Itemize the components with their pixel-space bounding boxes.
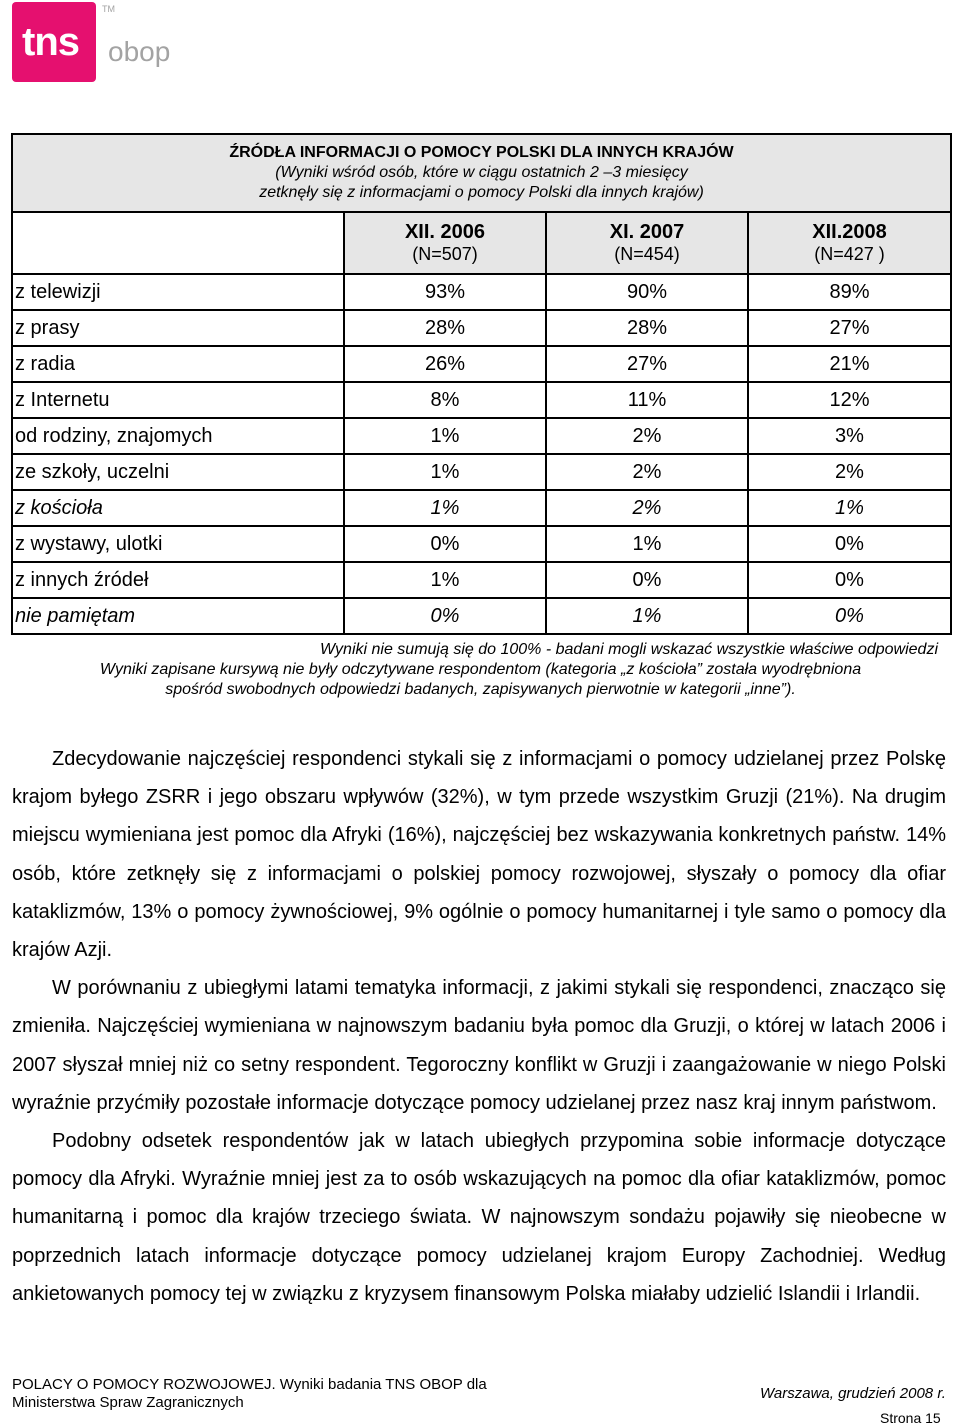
table-subtitle-line1: (Wyniki wśród osób, które w ciągu ostatnich 2 –3 miesięcy [275,164,688,181]
row-label: z innych źródeł [12,562,344,598]
cell-2008: 0% [748,562,951,598]
cell-2008: 1% [748,490,951,526]
table-row [12,526,951,562]
cell-2006: 28% [344,310,546,346]
cell-2008: 89% [748,274,951,310]
column-header-label: XII. 2006 [404,221,486,243]
row-label: z kościoła [12,490,344,526]
table-row [12,382,951,418]
cell-2007: 27% [546,346,748,382]
row-label: z radia [12,346,344,382]
footer-line-2: Ministerstwa Spraw Zagranicznych [12,1394,244,1411]
cell-2007: 1% [546,598,748,634]
cell-2008: 12% [748,382,951,418]
table-row [12,346,951,382]
cell-2006: 1% [344,418,546,454]
cell-2006: 0% [344,598,546,634]
cell-2006: 1% [344,490,546,526]
footer-line-1: POLACY O POMOCY ROZWOJOWEJ. Wyniki badania TNS OBOP dla [12,1376,487,1393]
row-label: ze szkoły, uczelni [12,454,344,490]
logo-obop-text: obop [108,36,171,67]
logo-pink-box [12,2,96,82]
note-line-1: Wyniki nie sumują się do 100% - badani mogli wskazać wszystkie właściwe odpowiedzi [319,641,938,658]
column-header-2008 [748,212,951,274]
table-row [12,562,951,598]
paragraph: Zdecydowanie najczęściej respondenci stykali się z informacjami o pomocy udzielanej przez Polskę krajom byłego ZSRR i jego obszaru wpływów (32%), w tym przede wszystkim Gruzji (21%). Na drugim miejscu wymieniana jest pomoc dla Afryki (16%), najczęściej bez wskazywania konkretnych państw. 14% osób, które zetknęły się z informacjami o polskiej pomocy rozwojowej, słyszały o pomocy dla ofiar kataklizmów, 13% o pomocy żywnościowej, 9% ogólnie o pomocy humanitarnej i tyle samo o pomocy dla krajów Azji. [12,748,946,962]
cell-2008: 27% [748,310,951,346]
table-row [12,490,951,526]
table-title: ŹRÓDŁA INFORMACJI O POMOCY POLSKI DLA INNYCH KRAJÓW [229,144,734,161]
row-label: z telewizji [12,274,344,310]
row-label: z wystawy, ulotki [12,526,344,562]
column-header-label: XI. 2007 [609,221,685,243]
note-line-3: spośród swobodnych odpowiedzi badanych, zapisywanych pierwotnie w kategorii „inne”). [165,681,796,698]
column-header-n: (N=507) [412,244,478,264]
cell-2007: 90% [546,274,748,310]
cell-2007: 28% [546,310,748,346]
footer-report-title [12,1376,487,1412]
footer-date: Warszawa, grudzień 2008 r. [760,1385,946,1402]
cell-2008: 21% [748,346,951,382]
header-blank-cell [12,212,344,274]
table-row [12,418,951,454]
cell-2006: 1% [344,454,546,490]
column-header-n: (N=454) [614,244,680,264]
paragraph: W porównaniu z ubiegłymi latami tematyka informacji, z jakimi stykali się respondenci, znacząco się zmieniła. Najczęściej wymieniana w najnowszym badaniu była pomoc dla Gruzji, o której w latach 2006 i 2007 słyszał mniej niż co setny respondent. Tegoroczny konflikt w Gruzji i zaangażowanie w niego Polski wyraźnie przyćmiły pozostałe informacje dotyczące pomocy udzielanej przez nasz kraj innym państwom. [12,977,946,1114]
column-header-n: (N=427 ) [814,244,885,264]
logo-tm: TM [102,4,115,14]
tns-obop-logo [12,2,172,84]
cell-2006: 26% [344,346,546,382]
table-row [12,310,951,346]
cell-2008: 0% [748,598,951,634]
row-label: z Internetu [12,382,344,418]
paragraph: Podobny odsetek respondentów jak w latach ubiegłych przypomina sobie informacje dotyczące pomocy dla Afryki. Wyraźnie mniej jest za to osób wskazujących na pomoc dla ofiar kataklizmów, pomoc humanitarną i pomoc dla krajów trzeciego świata. W najnowszym sondażu pojawiły się nieobecne w poprzednich latach informacje dotyczące pomocy udzielanej krajom Europy Zachodniej. Według ankietowanych pomocy tej w związku z kryzysem finansowym Polska miałaby udzielić Islandii i Irlandii. [12,1130,946,1305]
page-number: Strona 15 [880,1410,941,1426]
table-title-cell [12,134,951,212]
cell-2006: 0% [344,526,546,562]
cell-2007: 2% [546,454,748,490]
row-label: od rodziny, znajomych [12,418,344,454]
column-header-label: XII.2008 [812,221,887,243]
note-line-2: Wyniki zapisane kursywą nie były odczytywane respondentom (kategoria „z kościoła” została wyodrębniona [99,661,862,678]
column-header-2006 [344,212,546,274]
table-subtitle-line2: zetknęły się z informacjami o pomocy Polski dla innych krajów) [259,184,704,201]
cell-2007: 1% [546,526,748,562]
cell-2007: 0% [546,562,748,598]
cell-2008: 3% [748,418,951,454]
body-text [12,740,946,1313]
row-label: z prasy [12,310,344,346]
table-row [12,454,951,490]
cell-2008: 2% [748,454,951,490]
table-row [12,274,951,310]
cell-2006: 1% [344,562,546,598]
column-header-2007 [546,212,748,274]
cell-2006: 8% [344,382,546,418]
table-row [12,598,951,634]
table-notes [11,640,950,700]
row-label: nie pamiętam [12,598,344,634]
cell-2006: 93% [344,274,546,310]
logo-tns-text: tns [22,20,79,64]
sources-table-main [11,133,952,635]
cell-2008: 0% [748,526,951,562]
cell-2007: 2% [546,490,748,526]
cell-2007: 2% [546,418,748,454]
cell-2007: 11% [546,382,748,418]
